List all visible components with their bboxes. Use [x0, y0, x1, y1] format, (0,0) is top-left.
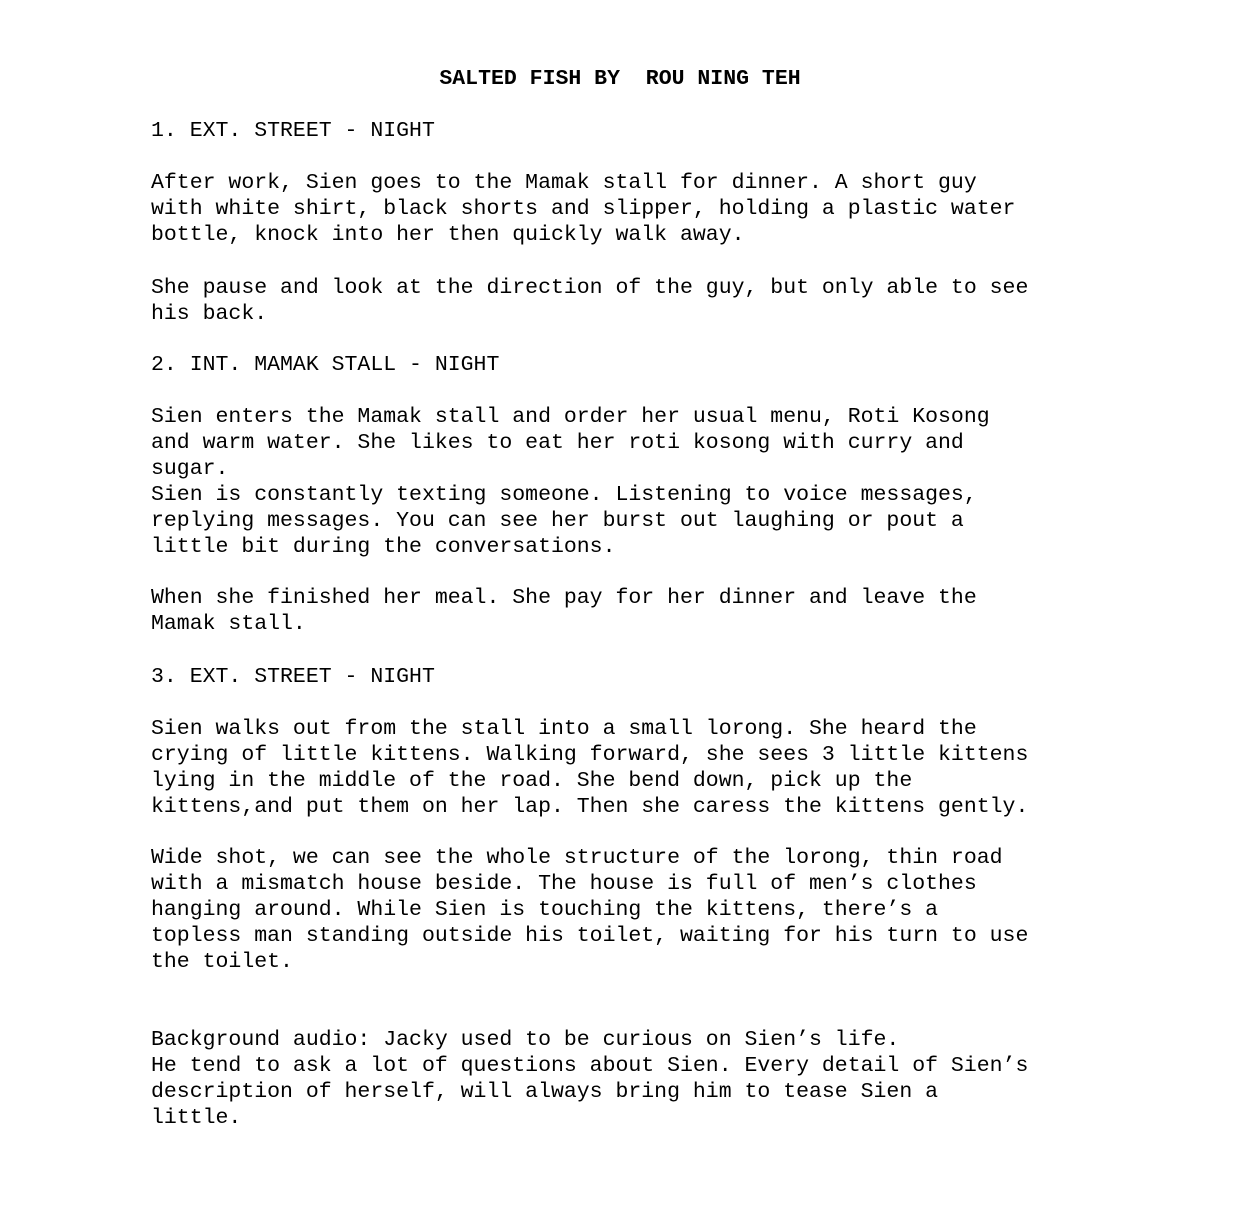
paragraph-line: Sien enters the Mamak stall and order her usual menu, Roti Kosong	[151, 405, 990, 429]
action-paragraph	[151, 275, 1111, 327]
paragraph-line: description of herself, will always bring him to tease Sien a	[151, 1080, 939, 1104]
paragraph-line: with a mismatch house beside. The house is full of men’s clothes	[151, 872, 977, 896]
paragraph-line: Sien is constantly texting someone. Listening to voice messages,	[151, 483, 977, 507]
script-title-text: SALTED FISH BY ROU NING TEH	[439, 67, 801, 91]
paragraph-line: with white shirt, black shorts and slipper, holding a plastic water	[151, 197, 1016, 221]
paragraph-line: After work, Sien goes to the Mamak stall for dinner. A short guy	[151, 171, 977, 195]
paragraph-line: bottle, knock into her then quickly walk away.	[151, 223, 745, 247]
paragraph-line: little bit during the conversations.	[151, 535, 616, 559]
paragraph-line: topless man standing outside his toilet, waiting for his turn to use	[151, 924, 1029, 948]
paragraph-line: sugar.	[151, 457, 229, 481]
action-paragraph	[151, 716, 1111, 820]
scene-heading-text: 3. EXT. STREET - NIGHT	[151, 665, 435, 689]
paragraph-line: Wide shot, we can see the whole structure of the lorong, thin road	[151, 846, 1003, 870]
paragraph-line: He tend to ask a lot of questions about Sien. Every detail of Sien’s	[151, 1054, 1029, 1078]
scene-heading	[151, 118, 1111, 144]
scene-heading	[151, 664, 1111, 690]
paragraph-line: She pause and look at the direction of the guy, but only able to see	[151, 276, 1029, 300]
paragraph-line: his back.	[151, 302, 268, 326]
action-paragraph	[151, 585, 1111, 637]
paragraph-line: Mamak stall.	[151, 612, 306, 636]
paragraph-line: little.	[151, 1106, 242, 1130]
paragraph-line: When she finished her meal. She pay for her dinner and leave the	[151, 586, 977, 610]
paragraph-line: crying of little kittens. Walking forward, she sees 3 little kittens	[151, 743, 1029, 767]
action-paragraph	[151, 404, 1111, 560]
paragraph-line: hanging around. While Sien is touching the kittens, there’s a	[151, 898, 939, 922]
script-title	[0, 66, 1240, 92]
paragraph-line: Background audio: Jacky used to be curious on Sien’s life.	[151, 1028, 900, 1052]
paragraph-line: the toilet.	[151, 950, 293, 974]
scene-heading-text: 2. INT. MAMAK STALL - NIGHT	[151, 353, 500, 377]
action-paragraph	[151, 845, 1111, 975]
paragraph-line: and warm water. She likes to eat her roti kosong with curry and	[151, 431, 964, 455]
paragraph-line: lying in the middle of the road. She bend down, pick up the	[151, 769, 913, 793]
paragraph-line: Sien walks out from the stall into a small lorong. She heard the	[151, 717, 977, 741]
background-audio-note	[151, 1027, 1111, 1131]
paragraph-line: replying messages. You can see her burst out laughing or pout a	[151, 509, 964, 533]
scene-heading-text: 1. EXT. STREET - NIGHT	[151, 119, 435, 143]
scene-heading	[151, 352, 1111, 378]
action-paragraph	[151, 170, 1111, 248]
paragraph-line: kittens,and put them on her lap. Then she caress the kittens gently.	[151, 795, 1029, 819]
